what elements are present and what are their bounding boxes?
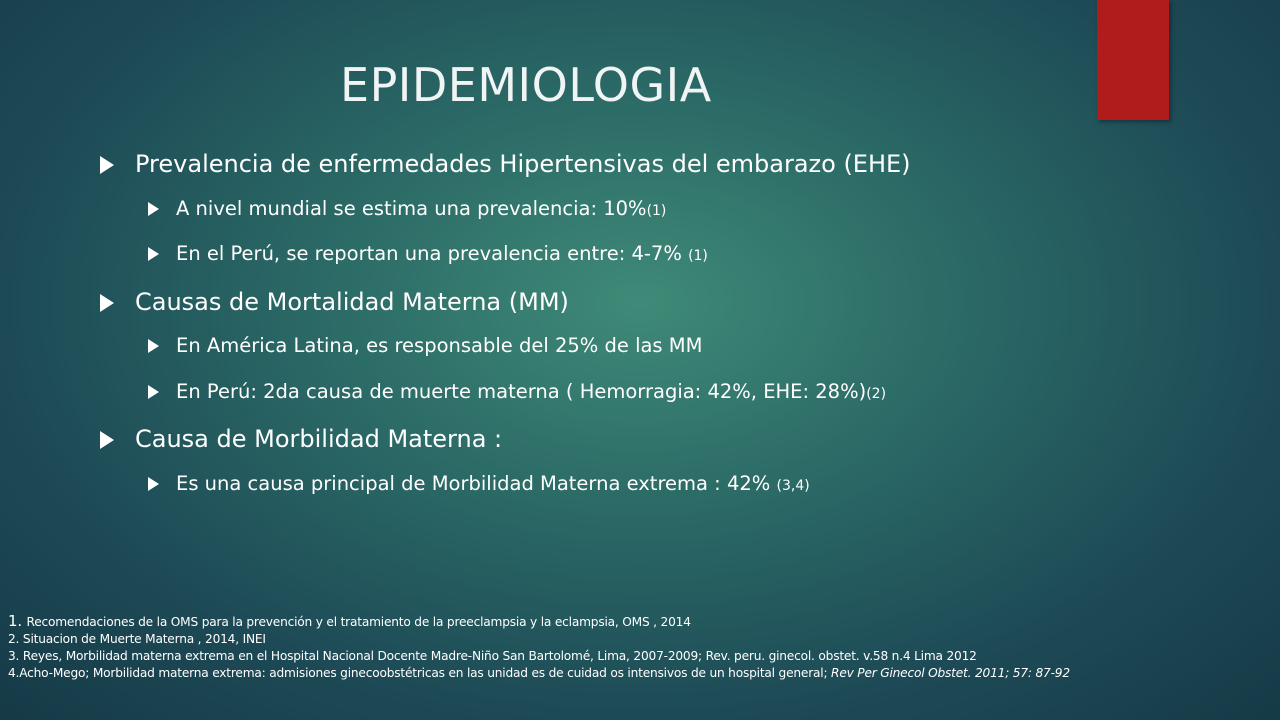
sub-bullet-peru-cause <box>148 380 1200 403</box>
sub-bullet-world-prevalence <box>148 197 1200 220</box>
footnote-4 <box>8 665 1278 682</box>
footnote-text: Recomendaciones de la OMS para la prevención y el tratamiento de la preeclampsia y la eclampsia, OMS , 2014 <box>26 615 691 629</box>
sub-bullet-text: En el Perú, se reportan una prevalencia entre: 4-7% <box>176 242 689 266</box>
arrow-bullet-icon <box>148 339 159 353</box>
arrow-bullet-icon <box>100 294 114 312</box>
bullet-text: Causa de Morbilidad Materna : <box>135 425 503 454</box>
reference-marker: (3,4) <box>776 477 810 494</box>
footnote-journal: Rev Per Ginecol Obstet. 2011; 57: 87-92 <box>831 666 1070 680</box>
bullet-morbidity <box>100 425 1200 454</box>
slide-title: EPIDEMIOLOGIA <box>340 58 712 112</box>
sub-bullet-text: En América Latina, es responsable del 25% de las MM <box>176 334 703 358</box>
reference-marker: (2) <box>866 385 887 402</box>
sub-bullet-text: A nivel mundial se estima una prevalencia: 10% <box>176 196 647 220</box>
footnote-2: 2. Situacion de Muerte Materna , 2014, INEI <box>8 632 266 646</box>
footnote-number: 1. <box>8 612 27 630</box>
bullet-prevalence <box>100 150 1200 179</box>
footnote-1 <box>8 613 1278 631</box>
bullet-text: Causas de Mortalidad Materna (MM) <box>135 287 569 316</box>
accent-bar <box>1097 0 1169 120</box>
arrow-bullet-icon <box>148 247 159 261</box>
arrow-bullet-icon <box>148 202 159 216</box>
arrow-bullet-icon <box>148 385 159 399</box>
reference-marker: (1) <box>688 248 708 265</box>
bullet-list <box>100 150 1200 517</box>
sub-bullet-latin-america <box>148 334 1200 357</box>
sub-bullet-text: En Perú: 2da causa de muerte materna ( Hemorragia: 42%, EHE: 28%) <box>176 379 867 403</box>
arrow-bullet-icon <box>148 477 159 491</box>
sub-bullet-extreme-morbidity <box>148 472 1200 495</box>
bullet-mortality <box>100 288 1200 317</box>
reference-marker: (1) <box>646 202 667 219</box>
arrow-bullet-icon <box>100 156 114 174</box>
arrow-bullet-icon <box>100 431 114 449</box>
footnote-text: 4.Acho-Mego; Morbilidad materna extrema: admisiones ginecoobstétricas en las unidad es de cuidad os intensivos de un hospital general; <box>8 666 832 680</box>
sub-bullet-peru-prevalence <box>148 242 1200 265</box>
footnotes <box>8 613 1278 682</box>
sub-bullet-text: Es una causa principal de Morbilidad Materna extrema : 42% <box>176 471 777 495</box>
bullet-text: Prevalencia de enfermedades Hipertensivas del embarazo (EHE) <box>135 150 911 178</box>
footnote-3: 3. Reyes, Morbilidad materna extrema en el Hospital Nacional Docente Madre-Niño San Bartolomé, Lima, 2007-2009; Rev. peru. ginecol. obstet. v.58 n.4 Lima 2012 <box>8 649 977 663</box>
